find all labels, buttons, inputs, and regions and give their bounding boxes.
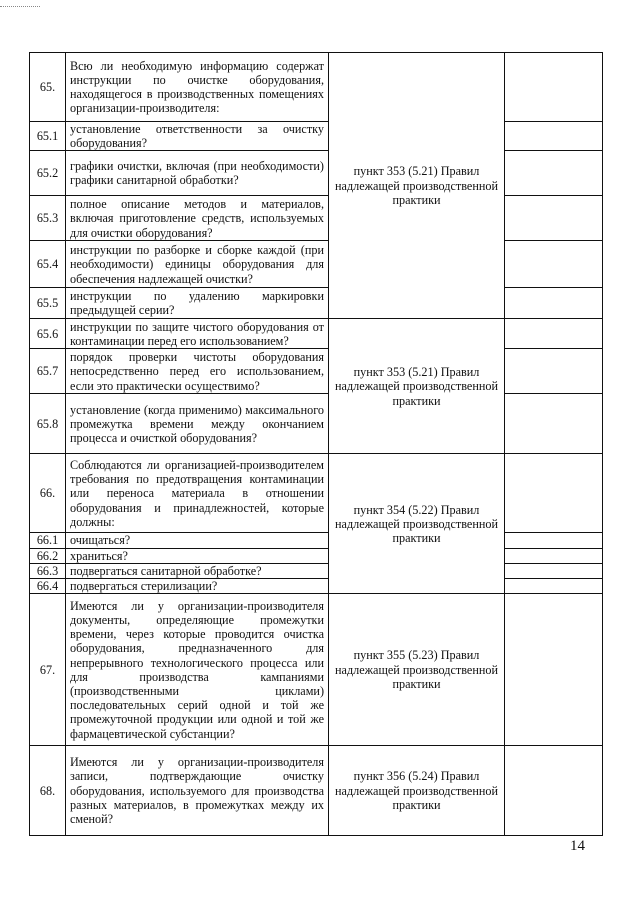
answer-cell (505, 594, 603, 746)
item-number: 68. (30, 746, 66, 836)
item-number: 65.4 (30, 241, 66, 288)
item-question: Имеются ли у организации-производителя документы, определяющие промежутки времени, через которые проводится очистка оборудования, предназначенного для непрерывного технологического процесса или для производства кампаниями (производственными циклами) последовательных серий одной и той же промежуточной продукции или одной и той же фармацевтической субстанции? (66, 594, 329, 746)
table-row (30, 579, 603, 594)
checklist-table (29, 52, 603, 836)
item-question: Соблюдаются ли организацией-производителем требования по предотвращения контаминации или переноса материала в отношении оборудования и принадлежностей, которые должны: (66, 454, 329, 533)
item-number: 65.2 (30, 151, 66, 196)
page-number: 14 (570, 838, 585, 854)
item-question: порядок проверки чистоты оборудования непосредственно перед его использованием, если это практически осуществимо? (66, 349, 329, 394)
item-question: Всю ли необходимую информацию содержат инструкции по очистке оборудования, находящегося в производственных помещениях организации-производителя: (66, 53, 329, 122)
table-row (30, 394, 603, 454)
answer-cell (505, 319, 603, 349)
table-row (30, 241, 603, 288)
table-row (30, 122, 603, 151)
item-number: 67. (30, 594, 66, 746)
item-number: 66.3 (30, 563, 66, 578)
answer-cell (505, 454, 603, 533)
table-row (30, 53, 603, 122)
table-row (30, 548, 603, 563)
page-top-mark (0, 0, 40, 7)
answer-cell (505, 288, 603, 319)
item-number: 66. (30, 454, 66, 533)
item-question: инструкции по разборке и сборке каждой (при необходимости) единицы оборудования для обеспечения надлежащей очистки? (66, 241, 329, 288)
regulation-reference: пункт 353 (5.21) Правил надлежащей производственной практики (329, 319, 505, 454)
answer-cell (505, 746, 603, 836)
item-number: 65. (30, 53, 66, 122)
item-question: инструкции по защите чистого оборудования от контаминации перед его использованием? (66, 319, 329, 349)
answer-cell (505, 563, 603, 578)
item-number: 65.6 (30, 319, 66, 349)
table-row (30, 319, 603, 349)
answer-cell (505, 349, 603, 394)
table-row (30, 196, 603, 241)
table-row (30, 151, 603, 196)
answer-cell (505, 53, 603, 122)
item-number: 65.7 (30, 349, 66, 394)
item-question: очищаться? (66, 533, 329, 548)
table-row (30, 349, 603, 394)
item-number: 65.1 (30, 122, 66, 151)
regulation-reference: пункт 356 (5.24) Правил надлежащей производственной практики (329, 746, 505, 836)
item-question: Имеются ли у организации-производителя записи, подтверждающие очистку оборудования, используемого для производства разных материалов, в промежутках между их сменой? (66, 746, 329, 836)
answer-cell (505, 394, 603, 454)
item-number: 66.4 (30, 579, 66, 594)
item-number: 65.8 (30, 394, 66, 454)
answer-cell (505, 533, 603, 548)
item-question: подвергаться санитарной обработке? (66, 563, 329, 578)
item-question: храниться? (66, 548, 329, 563)
item-question: полное описание методов и материалов, включая приготовление средств, используемых для очистки оборудования? (66, 196, 329, 241)
item-question: инструкции по удалению маркировки предыдущей серии? (66, 288, 329, 319)
item-number: 65.5 (30, 288, 66, 319)
item-question: установление ответственности за очистку оборудования? (66, 122, 329, 151)
table-row (30, 454, 603, 533)
table-row (30, 746, 603, 836)
table-row (30, 288, 603, 319)
answer-cell (505, 196, 603, 241)
item-number: 66.1 (30, 533, 66, 548)
regulation-reference: пункт 354 (5.22) Правил надлежащей производственной практики (329, 454, 505, 594)
item-question: подвергаться стерилизации? (66, 579, 329, 594)
item-question: графики очистки, включая (при необходимости) графики санитарной обработки? (66, 151, 329, 196)
table-row (30, 563, 603, 578)
answer-cell (505, 241, 603, 288)
table-row (30, 533, 603, 548)
item-number: 66.2 (30, 548, 66, 563)
item-question: установление (когда применимо) максимального промежутка времени между окончанием процесса и очисткой оборудования? (66, 394, 329, 454)
table-row (30, 594, 603, 746)
answer-cell (505, 548, 603, 563)
answer-cell (505, 151, 603, 196)
item-number: 65.3 (30, 196, 66, 241)
regulation-reference: пункт 355 (5.23) Правил надлежащей производственной практики (329, 594, 505, 746)
answer-cell (505, 579, 603, 594)
answer-cell (505, 122, 603, 151)
regulation-reference: пункт 353 (5.21) Правил надлежащей производственной практики (329, 53, 505, 319)
